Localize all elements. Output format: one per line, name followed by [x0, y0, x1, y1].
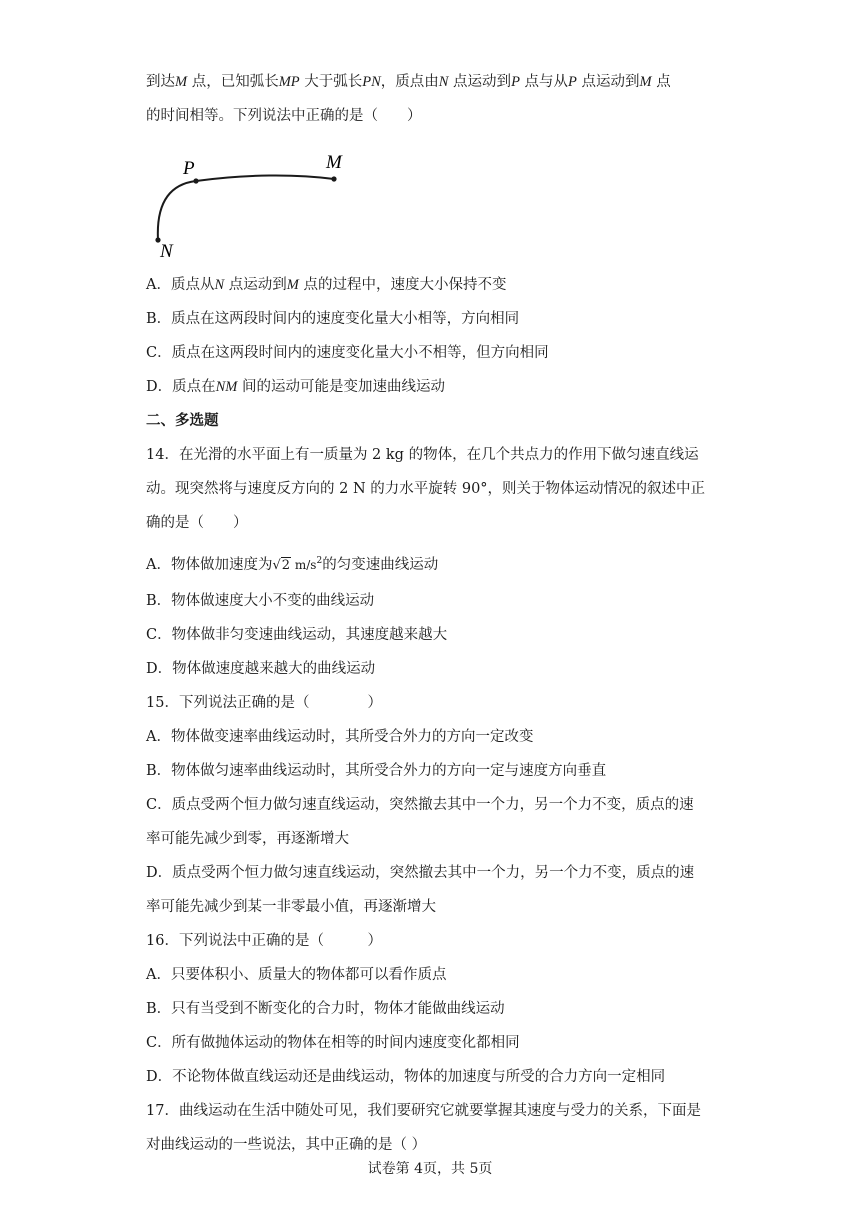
text: 点运动到 [576, 74, 640, 90]
text: 点 [651, 74, 671, 90]
point-M [331, 176, 336, 181]
label-P: P [183, 158, 195, 179]
var-N: N [214, 277, 225, 293]
q14-option-d: D．物体做速度越来越大的曲线运动 [146, 661, 376, 677]
text: 到达 [146, 74, 175, 90]
q14-stem-line2: 动。现突然将与速度反方向的 2 N 的力水平旋转 90°，则关于物体运动情况的叙述中正 [146, 481, 706, 497]
var-NM: NM [215, 379, 238, 395]
text: 点运动到 [448, 74, 512, 90]
q14-stem-line1: 14．在光滑的水平面上有一质量为 2 kg 的物体，在几个共点力的作用下做匀速直线运 [146, 447, 699, 463]
var-MP: MP [278, 74, 300, 90]
text: 点，已知弧长 [187, 74, 279, 90]
label-N: N [160, 241, 173, 262]
q13-option-d [146, 377, 445, 397]
q15-stem: 15．下列说法正确的是（ ） [146, 695, 382, 711]
q14-option-a [146, 551, 438, 576]
point-P [193, 178, 198, 183]
text: 大于弧长 [299, 74, 363, 90]
q15-option-d-line1: D．质点受两个恒力做匀速直线运动，突然撤去其中一个力，另一个力不变，质点的速 [146, 865, 695, 881]
var-M: M [639, 74, 652, 90]
page-footer: 试卷第 4页，共 5页 [367, 1161, 493, 1177]
text: 的匀变速曲线运动 [322, 556, 439, 573]
unit: m/s [291, 557, 317, 572]
text: A．质点从 [146, 277, 215, 293]
var-P: P [511, 74, 520, 90]
curve-figure [146, 146, 366, 262]
q15-option-c-line1: C．质点受两个恒力做匀速直线运动，突然撤去其中一个力，另一个力不变，质点的速 [146, 797, 694, 813]
var-PN: PN [362, 74, 381, 90]
q16-option-a: A．只要体积小、质量大的物体都可以看作质点 [146, 967, 447, 983]
trajectory-curve [158, 175, 334, 240]
sqrt-symbol: √ [272, 557, 281, 573]
q13-option-a [146, 275, 506, 295]
q13-stem-line1 [146, 72, 671, 92]
sqrt-expression [272, 556, 291, 576]
q15-option-a: A．物体做变速率曲线运动时，其所受合外力的方向一定改变 [146, 729, 534, 745]
text: A．物体做加速度为 [146, 556, 273, 573]
q14-option-c: C．物体做非匀变速曲线运动，其速度越来越大 [146, 627, 448, 643]
q16-stem: 16．下列说法中正确的是（ ） [146, 933, 382, 949]
text: 点与从 [519, 74, 569, 90]
q13-option-b: B．质点在这两段时间内的速度变化量大小相等，方向相同 [146, 311, 520, 327]
q17-stem-line2: 对曲线运动的一些说法，其中正确的是（ ） [146, 1137, 427, 1153]
text: ，质点由 [380, 74, 439, 90]
q15-option-c-line2: 率可能先减少到零，再逐渐增大 [146, 831, 349, 847]
text: 点的过程中，速度大小保持不变 [298, 277, 507, 293]
q13-stem-line2: 的时间相等。下列说法中正确的是（ ） [146, 108, 422, 124]
q16-option-c: C．所有做抛体运动的物体在相等的时间内速度变化都相同 [146, 1035, 520, 1051]
q16-option-d: D．不论物体做直线运动还是曲线运动，物体的加速度与所受的合力方向一定相同 [146, 1069, 666, 1085]
var-N: N [438, 74, 449, 90]
sqrt-radicand: 2 [281, 557, 291, 573]
q14-option-b: B．物体做速度大小不变的曲线运动 [146, 593, 375, 609]
text: 点运动到 [224, 277, 287, 293]
text: 间的运动可能是变加速曲线运动 [237, 379, 445, 395]
q14-stem-line3: 确的是（ ） [146, 515, 248, 531]
label-M: M [326, 152, 342, 173]
var-P: P [568, 74, 577, 90]
q15-option-b: B．物体做匀速率曲线运动时，其所受合外力的方向一定与速度方向垂直 [146, 763, 607, 779]
q16-option-b: B．只有当受到不断变化的合力时，物体才能做曲线运动 [146, 1001, 505, 1017]
var-M: M [175, 74, 188, 90]
q13-option-c: C．质点在这两段时间内的速度变化量大小不相等，但方向相同 [146, 345, 549, 361]
q17-stem-line1: 17．曲线运动在生活中随处可见，我们要研究它就要掌握其速度与受力的关系，下面是 [146, 1103, 701, 1119]
var-M: M [286, 277, 299, 293]
text: D．质点在 [146, 379, 216, 395]
q15-option-d-line2: 率可能先减少到某一非零最小值，再逐渐增大 [146, 899, 436, 915]
exponent: 2 [316, 556, 323, 566]
section-heading: 二、多选题 [146, 412, 219, 429]
